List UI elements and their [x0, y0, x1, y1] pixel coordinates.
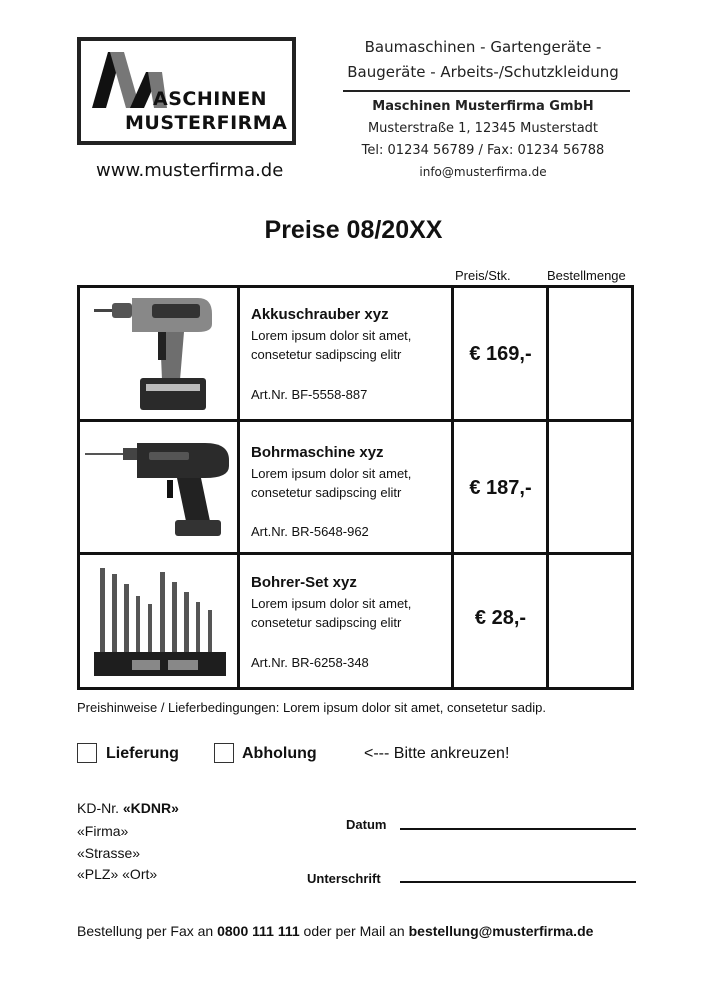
- company-name: Maschinen Musterfirma GmbH: [372, 99, 594, 114]
- product-description: consetetur sadipscing elitr: [251, 615, 402, 630]
- drill-bit-set-image: [92, 566, 228, 678]
- logo-wordmark-1: ASCHINEN: [153, 88, 268, 110]
- pickup-checkbox[interactable]: [214, 743, 234, 763]
- delivery-label: Lieferung: [106, 745, 179, 762]
- product-name: Bohrmaschine xyz: [251, 444, 384, 461]
- tagline-2: Baugeräte - Arbeits-/Schutzkleidung: [347, 63, 619, 81]
- page-title: Preise 08/20XX: [264, 216, 443, 244]
- quantity-cell[interactable]: [549, 288, 631, 419]
- product-article-number: Art.Nr. BR-6258-348: [251, 655, 369, 670]
- product-description: consetetur sadipscing elitr: [251, 347, 402, 362]
- product-description: Lorem ipsum dolor sit amet,: [251, 466, 412, 481]
- cordless-screwdriver-image: [88, 292, 218, 414]
- date-field[interactable]: [400, 828, 636, 830]
- logo-wordmark-2: MUSTERFIRMA: [125, 112, 288, 134]
- product-price: € 169,-: [469, 343, 532, 365]
- order-footer: Bestellung per Fax an 0800 111 111 oder per Mail an bestellung@musterfirma.de: [77, 923, 594, 939]
- signature-label: Unterschrift: [307, 871, 381, 886]
- website-link[interactable]: www.musterfirma.de: [96, 160, 284, 181]
- quantity-cell[interactable]: [549, 555, 631, 687]
- checkbox-hint: <--- Bitte ankreuzen!: [364, 745, 510, 762]
- drill-image: [85, 440, 233, 540]
- company-email[interactable]: info@musterfirma.de: [419, 165, 547, 179]
- product-article-number: Art.Nr. BR-5648-962: [251, 524, 369, 539]
- product-description: Lorem ipsum dolor sit amet,: [251, 596, 412, 611]
- address-firm: «Firma»: [77, 823, 129, 839]
- tagline-1: Baumaschinen - Gartengeräte -: [364, 38, 602, 56]
- signature-field[interactable]: [400, 881, 636, 883]
- column-header-quantity: Bestellmenge: [547, 268, 626, 283]
- quantity-cell[interactable]: [549, 422, 631, 552]
- address-city: «PLZ» «Ort»: [77, 866, 158, 882]
- product-price: € 187,-: [469, 477, 532, 499]
- product-article-number: Art.Nr. BF-5558-887: [251, 387, 368, 402]
- fax-number: 0800 111 111: [217, 923, 300, 939]
- company-street: Musterstraße 1, 12345 Musterstadt: [367, 121, 599, 136]
- company-phone: Tel: 01234 56789 / Fax: 01234 56788: [361, 143, 605, 158]
- column-header-price: Preis/Stk.: [455, 268, 511, 283]
- product-description: consetetur sadipscing elitr: [251, 485, 402, 500]
- delivery-checkbox[interactable]: [77, 743, 97, 763]
- customer-number: KD-Nr. «KDNR»: [77, 800, 179, 816]
- product-price: € 28,-: [474, 607, 527, 629]
- product-name: Bohrer-Set xyz: [251, 574, 357, 591]
- date-label: Datum: [346, 817, 387, 832]
- product-name: Akkuschrauber xyz: [251, 306, 389, 323]
- order-email[interactable]: bestellung@musterfirma.de: [408, 923, 594, 939]
- table-divider: [237, 285, 240, 690]
- shipping-terms: Preishinweise / Lieferbedingungen: Lorem ipsum dolor sit amet, consetetur sadip.: [77, 700, 546, 715]
- address-street: «Strasse»: [77, 845, 141, 861]
- product-description: Lorem ipsum dolor sit amet,: [251, 328, 412, 343]
- header-divider: [343, 90, 630, 92]
- pickup-label: Abholung: [242, 745, 317, 762]
